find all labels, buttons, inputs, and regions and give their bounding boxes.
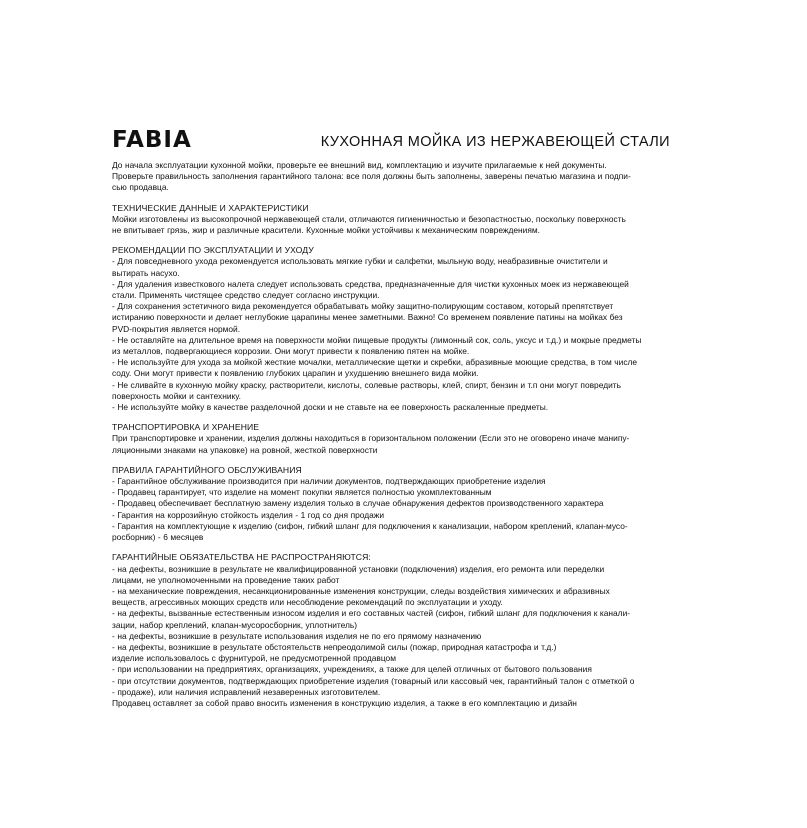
list-item: - Гарантийное обслуживание производится при наличии документов, подтверждающих приобретение изделия [112,476,546,487]
section-warranty-rules [112,465,672,543]
list-item: - Продавец обеспечивает бесплатную замену изделия только в случае обнаружения дефектов производственного характера [112,498,604,509]
document-header [112,128,672,152]
list-item: - Не используйте для ухода за мойкой жесткие мочалки, металлические щетки и скребки, абразивные моющие средства, в том числе соду. Они могут привести к появлению глубоких царапин и ухудшению внешнего вида мойки. [112,357,638,379]
section-care-recommendations [112,245,672,413]
section-title: РЕКОМЕНДАЦИИ ПО ЭКСПЛУАТАЦИИ И УХОДУ [112,245,314,256]
list-item: Продавец оставляет за собой право вносить изменения в конструкцию изделия, а также в его комплектацию и дизайн [112,697,577,708]
list-item: - Не оставляйте на длительное время на поверхности мойки пищевые продукты (лимонный сок, соль, уксус и т.д.) и мокрые предметы из металлов, подвергающиеся коррозии. Они могут привести к появлению пятен на мойке. [112,334,642,357]
list-item: - Не сливайте в кухонную мойку краску, растворители, кислоты, солевые растворы, клей, спирт, бензин и т.п они могут повредить поверхность мойки и сантехнику. [112,379,621,401]
section-body [112,433,672,455]
list-item: - на дефекты, возникшие в результате не квалифицированной установки (подключения) изделия, его ремонта или переделки лицами, не уполномоченными на проведение таких работ [112,563,605,585]
section-title: ТРАНСПОРТИРОВКА И ХРАНЕНИЕ [112,422,260,433]
section-warranty-exclusions [112,552,672,709]
section-title: ТЕХНИЧЕСКИЕ ДАННЫЕ И ХАРАКТЕРИСТИКИ [112,202,309,213]
list-item: - при отсутствии документов, подтверждающих приобретение изделия (товарный или кассовый чек, гарантийный талон с отметкой о - продаже), или наличия исправлений незаверенных изготовителем. [112,675,635,697]
intro-paragraph: До начала эксплуатации кухонной мойки, проверьте ее внешний вид, комплектацию и изучите прилагаемые к ней документы. Проверьте правильность заполнения гарантийного талона: все поля должны быть заполнены, заверены печатью магазина и подпи- сью продавца. [112,160,631,193]
section-body [112,214,672,236]
list-item: - Не используйте мойку в качестве разделочной доски и не ставьте на ее поверхность раскаленные предметы. [112,402,549,413]
list-item: При транспортировке и хранении, изделия должны находиться в горизонтальном положении (Если это не оговорено иначе манипу- ляционными знаками на упаковке) на ровной, жесткой поверхности [112,433,630,455]
section-body [112,476,672,543]
list-item: - Гарантия на коррозийную стойкость изделия - 1 год со дня продажи [112,509,385,520]
list-item: - на механические повреждения, несанкционированные изменения конструкции, следы воздействия химических и абразивных веществ, агрессивных моющих средств или несоблюдение рекомендаций по эксплуатации и уходу. [112,585,610,608]
section-transport-storage [112,422,672,456]
list-item: - на дефекты, возникшие в результате использования изделия не по его прямому назначению [112,630,482,641]
list-item: - на дефекты, вызванные естественным износом изделия и его составных частей (сифон, гибкий шланг для подключения к канали- зации, набор креплений, клапан-мусоросборник, уплотнитель) [112,608,631,630]
section-title: ПРАВИЛА ГАРАНТИЙНОГО ОБСЛУЖИВАНИЯ [112,464,302,475]
section-body [112,256,672,413]
list-item: - Продавец гарантирует, что изделие на момент покупки является полностью укомплектованным [112,487,492,498]
section-title: ГАРАНТИЙНЫЕ ОБЯЗАТЕЛЬСТВА НЕ РАСПРОСТРАНЯЮТСЯ: [112,552,371,563]
list-item: - при использовании на предприятиях, организациях, учреждениях, а также для целей отличных от бытового пользования [112,664,592,675]
section-technical-data [112,203,672,237]
list-item: - Для удаления известкового налета следует использовать средства, предназначенные для чистки кухонных моек из нержавеющей стали. Применять чистящее средство следует согласно инструкции. [112,278,629,301]
list-item: - на дефекты, возникшие в результате обстоятельств непреодолимой силы (пожар, природная катастрофа и т.д.) изделие использовалось с фурнитурой, не предусмотренной продавцом [112,641,557,664]
list-item: - Для сохранения эстетичного вида рекомендуется обрабатывать мойку защитно-полирующим составом, который препятствует истиранию поверхности и делает неглубокие царапины менее заметными. Важно! Со временем появление патины на мойках без PVD-покрытия является нормой. [112,301,623,334]
list-item: - Гарантия на комплектующие к изделию (сифон, гибкий шланг для подключения к канализации, набором креплений, клапан-мусо- росборник) - 6 месяцев [112,520,628,543]
brand-logo: FABIA [112,127,192,153]
list-item: Мойки изготовлены из высокопрочной нержавеющей стали, отличаются гигиеничностью и безопастностью, поскольку поверхность не впитывает грязь, жир и различные красители. Кухонные мойки устойчивы к механическим повреждениям. [112,213,626,236]
document-title: КУХОННАЯ МОЙКА ИЗ НЕРЖАВЕЮЩЕЙ СТАЛИ [320,134,670,150]
section-body [112,564,672,710]
instruction-document [112,128,672,709]
list-item: - Для повседневного ухода рекомендуется использовать мягкие губки и салфетки, мыльную воду, неабразивные очистители и вытирать насухо. [112,256,608,278]
